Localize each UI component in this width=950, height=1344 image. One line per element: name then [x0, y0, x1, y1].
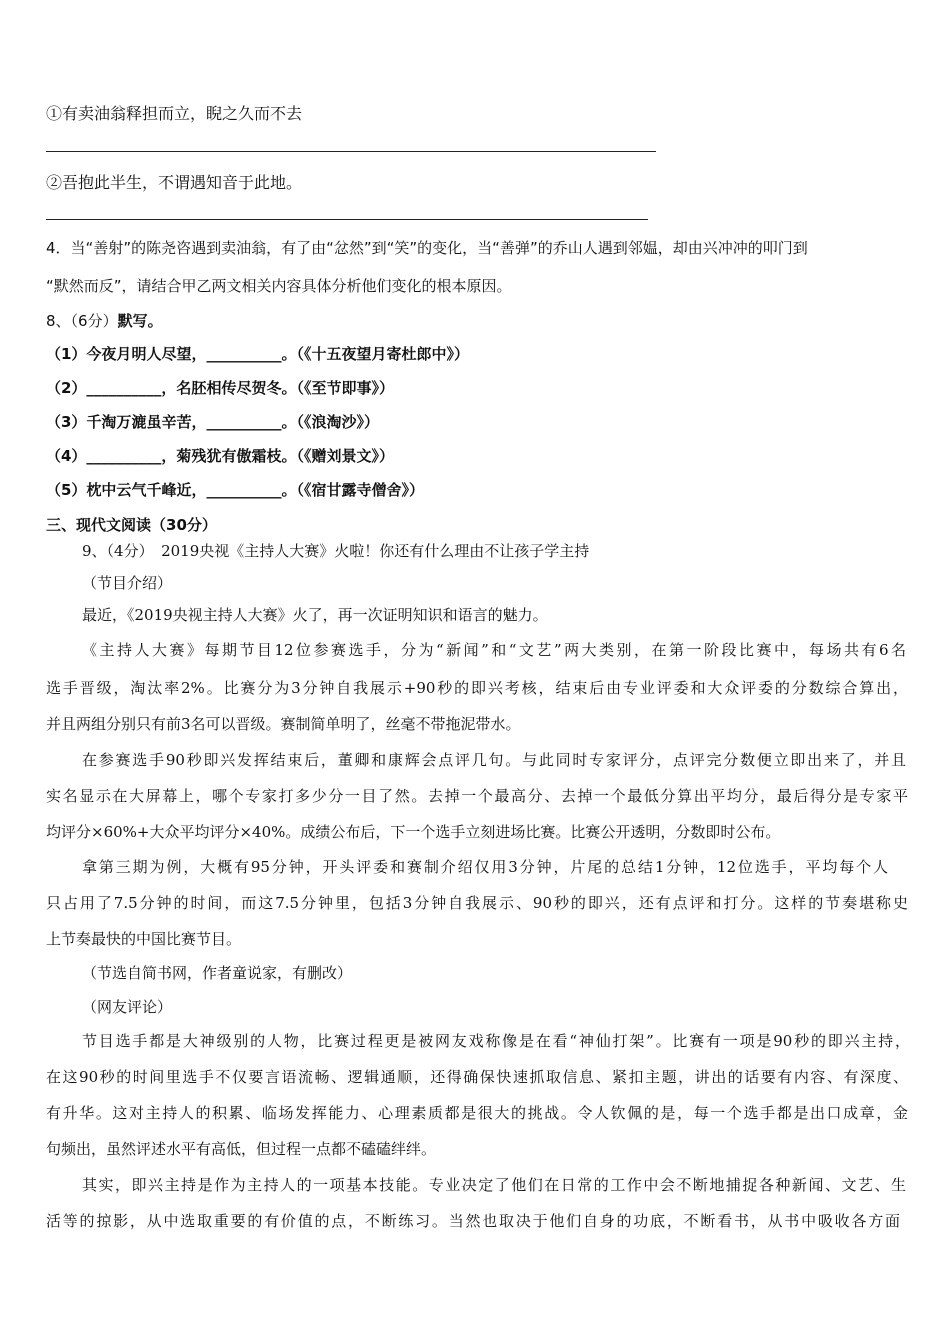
dictation-item-1: （1）今夜月明人尽望，__________。（《十五夜望月寄杜郎中》） [46, 345, 469, 363]
q3-item-2: ②吾抱此半生，不谓遇知音于此地。 [46, 173, 303, 192]
dictation-item-2: （2）__________，名胚相传尽贺冬。（《至节即事》） [46, 379, 394, 397]
q3-item-1: ①有卖油翁释担而立，睨之久而不去 [46, 104, 303, 123]
section-3-title: 三、现代文阅读（30分） [46, 516, 217, 534]
q8-header-prefix: 8、（6分） [46, 312, 118, 330]
article-line-2: 《主持人大赛》每期节目12位参赛选手，分为“新闻”和“文艺”两大类别，在第一阶段比赛中，每场共有6名 [82, 641, 906, 659]
article-line-15: 其实，即兴主持是作为主持人的一项基本技能。专业决定了他们在日常的工作中会不断地捕捉各种新闻、文艺、生 [82, 1176, 906, 1194]
comments-label: （网友评论） [82, 998, 173, 1016]
source-note: （节选自简书网，作者童说家，有删改） [82, 964, 353, 982]
article-line-1: 最近，《2019央视主持人大赛》火了，再一次证明知识和语言的魅力。 [82, 606, 548, 624]
dictation-item-3: （3）千淘万漉虽辛苦，__________。（《浪淘沙》） [46, 413, 379, 431]
article-line-12: 在这90秒的时间里选手不仅要言语流畅、逻辑通顺，还得确保快速抓取信息、紧扣主题，讲出的话要有内容、有深度、 [46, 1068, 908, 1086]
article-line-6: 实名显示在大屏幕上，哪个专家打多少分一目了然。去掉一个最高分、去掉一个最低分算出平均分，最后得分是专家平 [46, 787, 908, 805]
dictation-item-5: （5）枕中云气千峰近，__________。（《宿甘露寺僧舍》） [46, 481, 424, 499]
article-line-11: 节目选手都是大神级别的人物，比赛过程更是被网友戏称像是在看“神仙打架”。比赛有一项是90秒的即兴主持， [82, 1032, 910, 1050]
q8-header [46, 310, 163, 331]
article-line-5: 在参赛选手90秒即兴发挥结束后，董卿和康辉会点评几句。与此同时专家评分，点评完分数便立即出来了，并且 [82, 751, 906, 769]
dictation-item-4: （4）__________，菊残犹有傲霜枝。（《赠刘景文》） [46, 447, 394, 465]
article-line-7: 均评分×60%+大众平均评分×40%。成绩公布后，下一个选手立刻进场比赛。比赛公开透明，分数即时公布。 [46, 823, 781, 841]
q8-header-bold: 默写。 [117, 312, 163, 330]
q4-text-line-1: 4．当“善射”的陈尧咨遇到卖油翁，有了由“忿然”到“笑”的变化，当“善弹”的乔山人遇到邻媪，却由兴冲冲的叩门到 [46, 239, 808, 257]
article-line-3: 选手晋级，淘汰率2%。比赛分为3分钟自我展示+90秒的即兴考核，结束后由专业评委和大众评委的分数综合算出， [46, 679, 908, 697]
answer-line-2[interactable] [46, 219, 648, 220]
intro-label: （节目介绍） [82, 574, 173, 592]
article-line-13: 有升华。这对主持人的积累、临场发挥能力、心理素质都是很大的挑战。令人钦佩的是，每一个选手都是出口成章，金 [46, 1104, 908, 1122]
article-line-8: 拿第三期为例，大概有95分钟，开头评委和赛制介绍仅用3分钟，片尾的总结1分钟，12位选手，平均每个人 [82, 858, 888, 876]
article-line-16: 活等的掠影，从中选取重要的有价值的点，不断练习。当然也取决于他们自身的功底，不断看书，从书中吸收各方面 [46, 1212, 900, 1230]
article-line-14: 句频出，虽然评述水平有高低，但过程一点都不磕磕绊绊。 [46, 1140, 437, 1158]
article-line-10: 上节奏最快的中国比赛节目。 [46, 930, 242, 948]
q4-text-line-2: “默然而反”，请结合甲乙两文相关内容具体分析他们变化的根本原因。 [46, 277, 512, 295]
answer-line-1[interactable] [46, 151, 656, 152]
article-line-9: 只占用了7.5分钟的时间，而这7.5分钟里，包括3分钟自我展示、90秒的即兴，还有点评和打分。这样的节奏堪称史 [46, 894, 908, 912]
q9-title: 9、（4分） 2019央视《主持人大赛》火啦！你还有什么理由不让孩子学主持 [82, 542, 590, 560]
article-line-4: 并且两组分别只有前3名可以晋级。赛制简单明了，丝毫不带拖泥带水。 [46, 715, 521, 733]
